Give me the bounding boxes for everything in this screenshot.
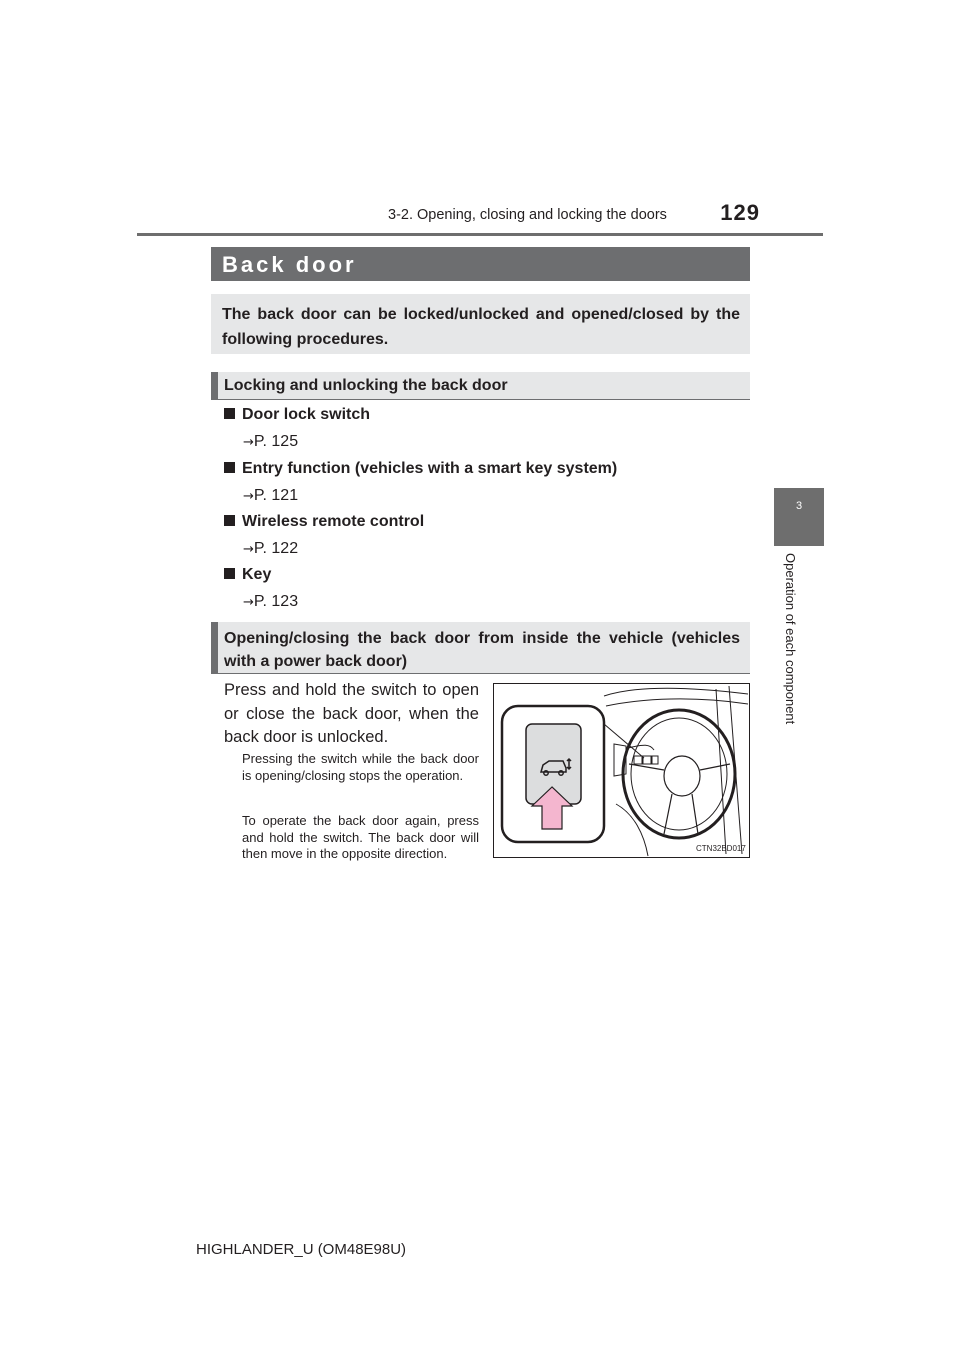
- section-heading-locking: Locking and unlocking the back door: [224, 377, 508, 394]
- page-title: Back door: [222, 252, 357, 277]
- arrow-right-icon: →: [243, 542, 254, 557]
- arrow-right-icon: →: [243, 489, 254, 504]
- list-item: [224, 566, 271, 584]
- ref-text: P. 123: [253, 593, 299, 610]
- bullet-square-icon: [224, 568, 235, 579]
- ref-text: P. 122: [253, 540, 299, 557]
- chapter-tab: [774, 488, 824, 546]
- note-text: Pressing the switch while the back door is opening/closing stops the operation.: [242, 751, 479, 783]
- chapter-number: 3: [795, 500, 803, 512]
- ref-text: P. 121: [253, 487, 299, 504]
- figure-code: CTN32BD017: [696, 844, 746, 853]
- page-reference[interactable]: [243, 540, 298, 558]
- page-number: 129: [720, 200, 760, 225]
- list-item: [224, 513, 424, 531]
- arrow-right-icon: →: [243, 595, 254, 610]
- page-reference[interactable]: [243, 433, 298, 451]
- back-door-switch-illustration: [493, 683, 750, 858]
- intro-text: The back door can be locked/unlocked and opened/closed by the following procedures.: [222, 306, 740, 348]
- section-heading-inside: Opening/closing the back door from inside the vehicle (vehicles with a power back door): [224, 630, 740, 670]
- illustration-svg: [494, 684, 749, 857]
- list-item: [224, 406, 370, 424]
- note-text: To operate the back door again, press and hold the switch. The back door will then move in the opposite direction.: [242, 813, 479, 861]
- list-item: [224, 460, 617, 478]
- body-paragraph: Press and hold the switch to open or close the back door, when the back door is unlocked.: [224, 681, 479, 746]
- item-label: Key: [242, 566, 272, 583]
- chapter-title: Operation of each component: [783, 553, 798, 725]
- page-reference[interactable]: [243, 487, 298, 505]
- bullet-square-icon: [224, 515, 235, 526]
- bullet-square-icon: [224, 462, 235, 473]
- arrow-right-icon: →: [243, 435, 254, 450]
- header-rule: [137, 233, 823, 236]
- bullet-square-icon: [224, 408, 235, 419]
- steering-wheel-icon: [623, 710, 735, 838]
- item-label: Wireless remote control: [242, 513, 425, 530]
- running-header-section: 3-2. Opening, closing and locking the doors: [388, 207, 667, 223]
- footer-model-code: HIGHLANDER_U (OM48E98U): [196, 1241, 407, 1258]
- item-label: Door lock switch: [242, 406, 371, 423]
- item-label: Entry function (vehicles with a smart key system): [242, 460, 618, 477]
- page-reference[interactable]: [243, 593, 298, 611]
- ref-text: P. 125: [253, 433, 299, 450]
